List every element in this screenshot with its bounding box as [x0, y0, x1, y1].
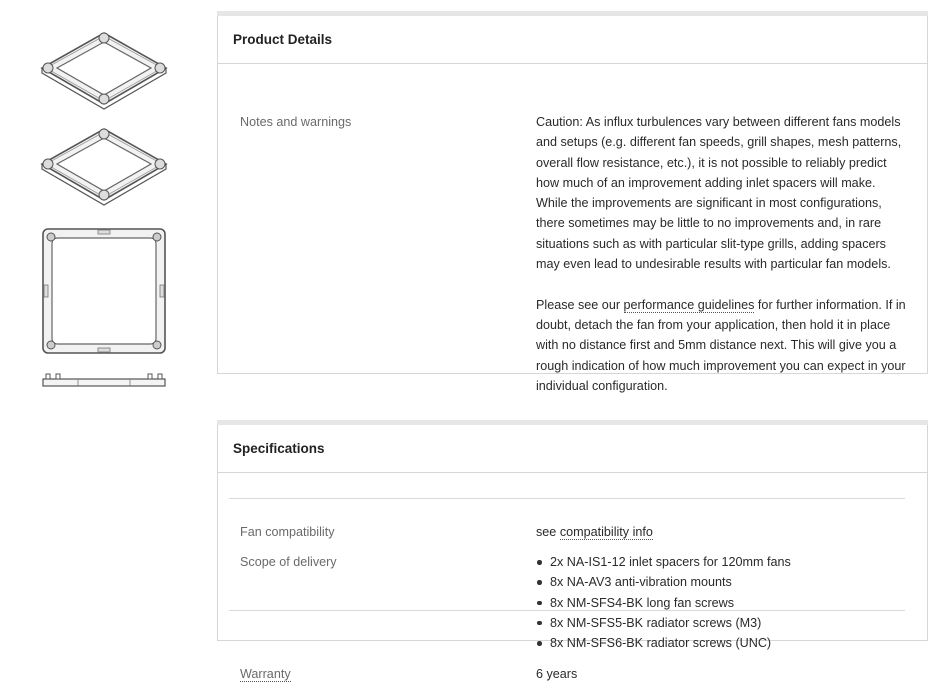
fan-compatibility-label: Fan compatibility	[240, 525, 335, 539]
thumbnail-spacer-angled-2[interactable]	[38, 126, 170, 206]
notes-label: Notes and warnings	[240, 115, 352, 129]
product-details-panel	[217, 15, 928, 393]
fan-compatibility-value	[536, 522, 906, 542]
list-item: 8x NM-SFS6-BK radiator screws (UNC)	[536, 633, 906, 653]
fan-compatibility-prefix: see	[536, 525, 560, 539]
thumbnail-spacer-side[interactable]	[38, 370, 170, 390]
scope-of-delivery-label: Scope of delivery	[240, 555, 337, 569]
list-item: 8x NM-SFS5-BK radiator screws (M3)	[536, 613, 906, 633]
spacer-front-image	[38, 226, 170, 356]
spacer-angled-image	[38, 30, 170, 110]
warranty-label-wrap	[240, 664, 291, 684]
row-divider	[229, 498, 905, 499]
specifications-panel	[217, 424, 928, 681]
spacer-angled-image	[38, 126, 170, 206]
specifications-title: Specifications	[218, 425, 927, 473]
row-divider	[229, 610, 905, 611]
notes-see-suffix: for further information. If in doubt, detach the fan from your application, then hold it in place with no distance first and 5mm distance next. This will give you a rough indication of how much improvement you can expect in your individual configuration.	[536, 297, 906, 393]
notes-see-prefix: Please see our	[536, 297, 624, 312]
thumbnail-spacer-angled-1[interactable]	[38, 30, 170, 110]
compatibility-info-link[interactable]: compatibility info	[559, 525, 653, 539]
product-details-title: Product Details	[218, 16, 927, 64]
notes-caution-text: Caution: As influx turbulences vary between different fans models and setups (e.g. different fan speeds, grill shapes, mesh patterns, overall flow resistance, etc.), it is not possible to reliably predict how much of an improvement adding inlet spacers will make. While the improvements are significant in most configurations, there sometimes may be little to no improvements and, in rare situations such as with particular slit-type grills, adding spacers may even lead to undesirable results with particular fan models.	[536, 115, 902, 272]
spacer-side-image	[38, 370, 170, 390]
scope-of-delivery-value	[536, 552, 906, 653]
list-item: 8x NM-SFS4-BK long fan screws	[536, 593, 906, 613]
notes-value	[536, 112, 906, 396]
performance-guidelines-link[interactable]: performance guidelines	[623, 297, 755, 312]
list-item: 2x NA-IS1-12 inlet spacers for 120mm fans	[536, 552, 906, 572]
list-item: 8x NA-AV3 anti-vibration mounts	[536, 572, 906, 592]
thumbnail-spacer-front[interactable]	[38, 226, 170, 356]
warranty-label[interactable]: Warranty	[240, 667, 291, 681]
notes-guidelines-text	[536, 295, 906, 396]
warranty-value: 6 years	[536, 667, 578, 681]
scope-of-delivery-list	[536, 552, 906, 653]
